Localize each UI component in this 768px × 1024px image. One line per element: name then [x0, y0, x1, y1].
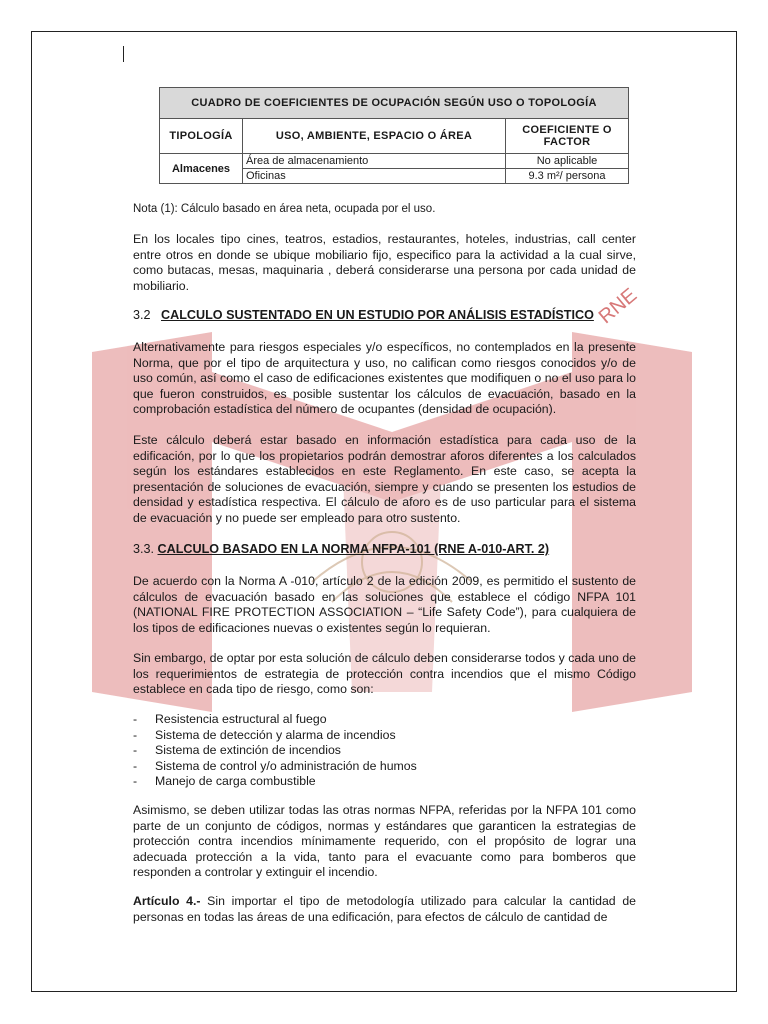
requirements-list: [133, 712, 636, 790]
paragraph: Sin embargo, de optar por esta solución de cálculo deben considerarse todos y cada uno de los requerimientos de estrategia de protección contra incendios que el mismo Código establece en cada tipo de riesgo, como son:: [133, 651, 636, 697]
paragraph: Asimismo, se deben utilizar todas las otras normas NFPA, referidas por la NFPA 101 como parte de un conjunto de códigos, normas y estándares que garanticen la estrategias de protección contra incendios mínimamente requerido, con el propósito de lograr una adecuada protección a la vida, tanto para el evacuante como para bomberos que responden a controlar y extinguir el incendio.: [133, 803, 636, 880]
section-heading-3-2: [133, 308, 636, 324]
document-page: [31, 31, 737, 992]
table-note: Nota (1): Cálculo basado en área neta, ocupada por el uso.: [133, 203, 436, 215]
table-header-tipologia: TIPOLOGÍA: [160, 119, 243, 154]
text-cursor: [123, 46, 124, 62]
paragraph: De acuerdo con la Norma A -010, artículo 2 de la edición 2009, es permitido el sustento de cálculos de evacuación basado en las soluciones que establece el código NFPA 101 (NATIONAL FIRE PROTECTION ASSOCIATION – “Life Safety Code”), para cualquiera de los tipos de edificaciones nuevas o existentes según lo requieran.: [133, 574, 636, 635]
table-cell-area: Área de almacenamiento: [243, 154, 506, 169]
paragraph: Este cálculo deberá estar basado en información estadística para cada uso de la edificación, por lo que los propietarios podrán demostrar aforos diferentes a los calculados según los estándares establecidos en este Reglamento. En este caso, se acepta la presentación de soluciones de evacuación, siempre y cuando se presenten los estudios de densidad y estadística respectiva. El cálculo de aforo es de uso particular para el sistema de evacuación y no puede ser empleado para otro sustento.: [133, 433, 636, 525]
watermark-text: RNE: [594, 284, 642, 329]
list-item: - Resistencia estructural al fuego: [133, 712, 636, 728]
list-item: - Sistema de control y/o administración de humos: [133, 759, 636, 775]
coefficient-table: [159, 87, 629, 184]
section-heading-3-3: [133, 542, 636, 558]
list-item: - Manejo de carga combustible: [133, 774, 636, 790]
table-group-label: Almacenes: [160, 154, 243, 184]
article-paragraph: [133, 894, 636, 925]
table-cell-factor: No aplicable: [506, 154, 629, 169]
article-text: Sin importar el tipo de metodología utilizado para calcular la cantidad de personas en todas las áreas de una edificación, para efectos de cálculo de cantidad de: [133, 894, 636, 924]
article-label: Artículo 4.-: [133, 894, 201, 908]
table-header-uso: USO, AMBIENTE, ESPACIO O ÁREA: [243, 119, 506, 154]
table-title: CUADRO DE COEFICIENTES DE OCUPACIÓN SEGÚN USO O TOPOLOGÍA: [160, 88, 629, 119]
section-number: 3.2: [133, 308, 151, 322]
section-number: 3.3.: [133, 542, 155, 556]
table-header-coeficiente: COEFICIENTE O FACTOR: [506, 119, 629, 154]
list-item: - Sistema de extinción de incendios: [133, 743, 636, 759]
section-title: CALCULO BASADO EN LA NORMA NFPA-101 (RNE A-010-ART. 2): [157, 542, 550, 556]
paragraph: En los locales tipo cines, teatros, estadios, restaurantes, hoteles, industrias, call center entre otros en donde se ubique mobiliario fijo, especifico para la actividad a la cual sirve, como butacas, mesas, maquinaria , deberá considerarse una persona por cada unidad de mobiliario.: [133, 232, 636, 293]
section-title: CALCULO SUSTENTADO EN UN ESTUDIO POR ANÁLISIS ESTADÍSTICO: [161, 308, 594, 322]
list-item: - Sistema de detección y alarma de incendios: [133, 728, 636, 744]
table-cell-factor: 9.3 m²/ persona: [506, 169, 629, 184]
paragraph: Alternativamente para riesgos especiales y/o específicos, no contemplados en la presente Norma, que por el tipo de arquitectura y uso, no califican como riesgos conocidos y/o de uso común, así como el caso de edificaciones existentes que modifiquen o no el uso para lo que fueron construidos, es posible sustentar los cálculos de evacuación, basado en la comprobación estadística del número de ocupantes (densidad de ocupación).: [133, 340, 636, 417]
table-cell-area: Oficinas: [243, 169, 506, 184]
